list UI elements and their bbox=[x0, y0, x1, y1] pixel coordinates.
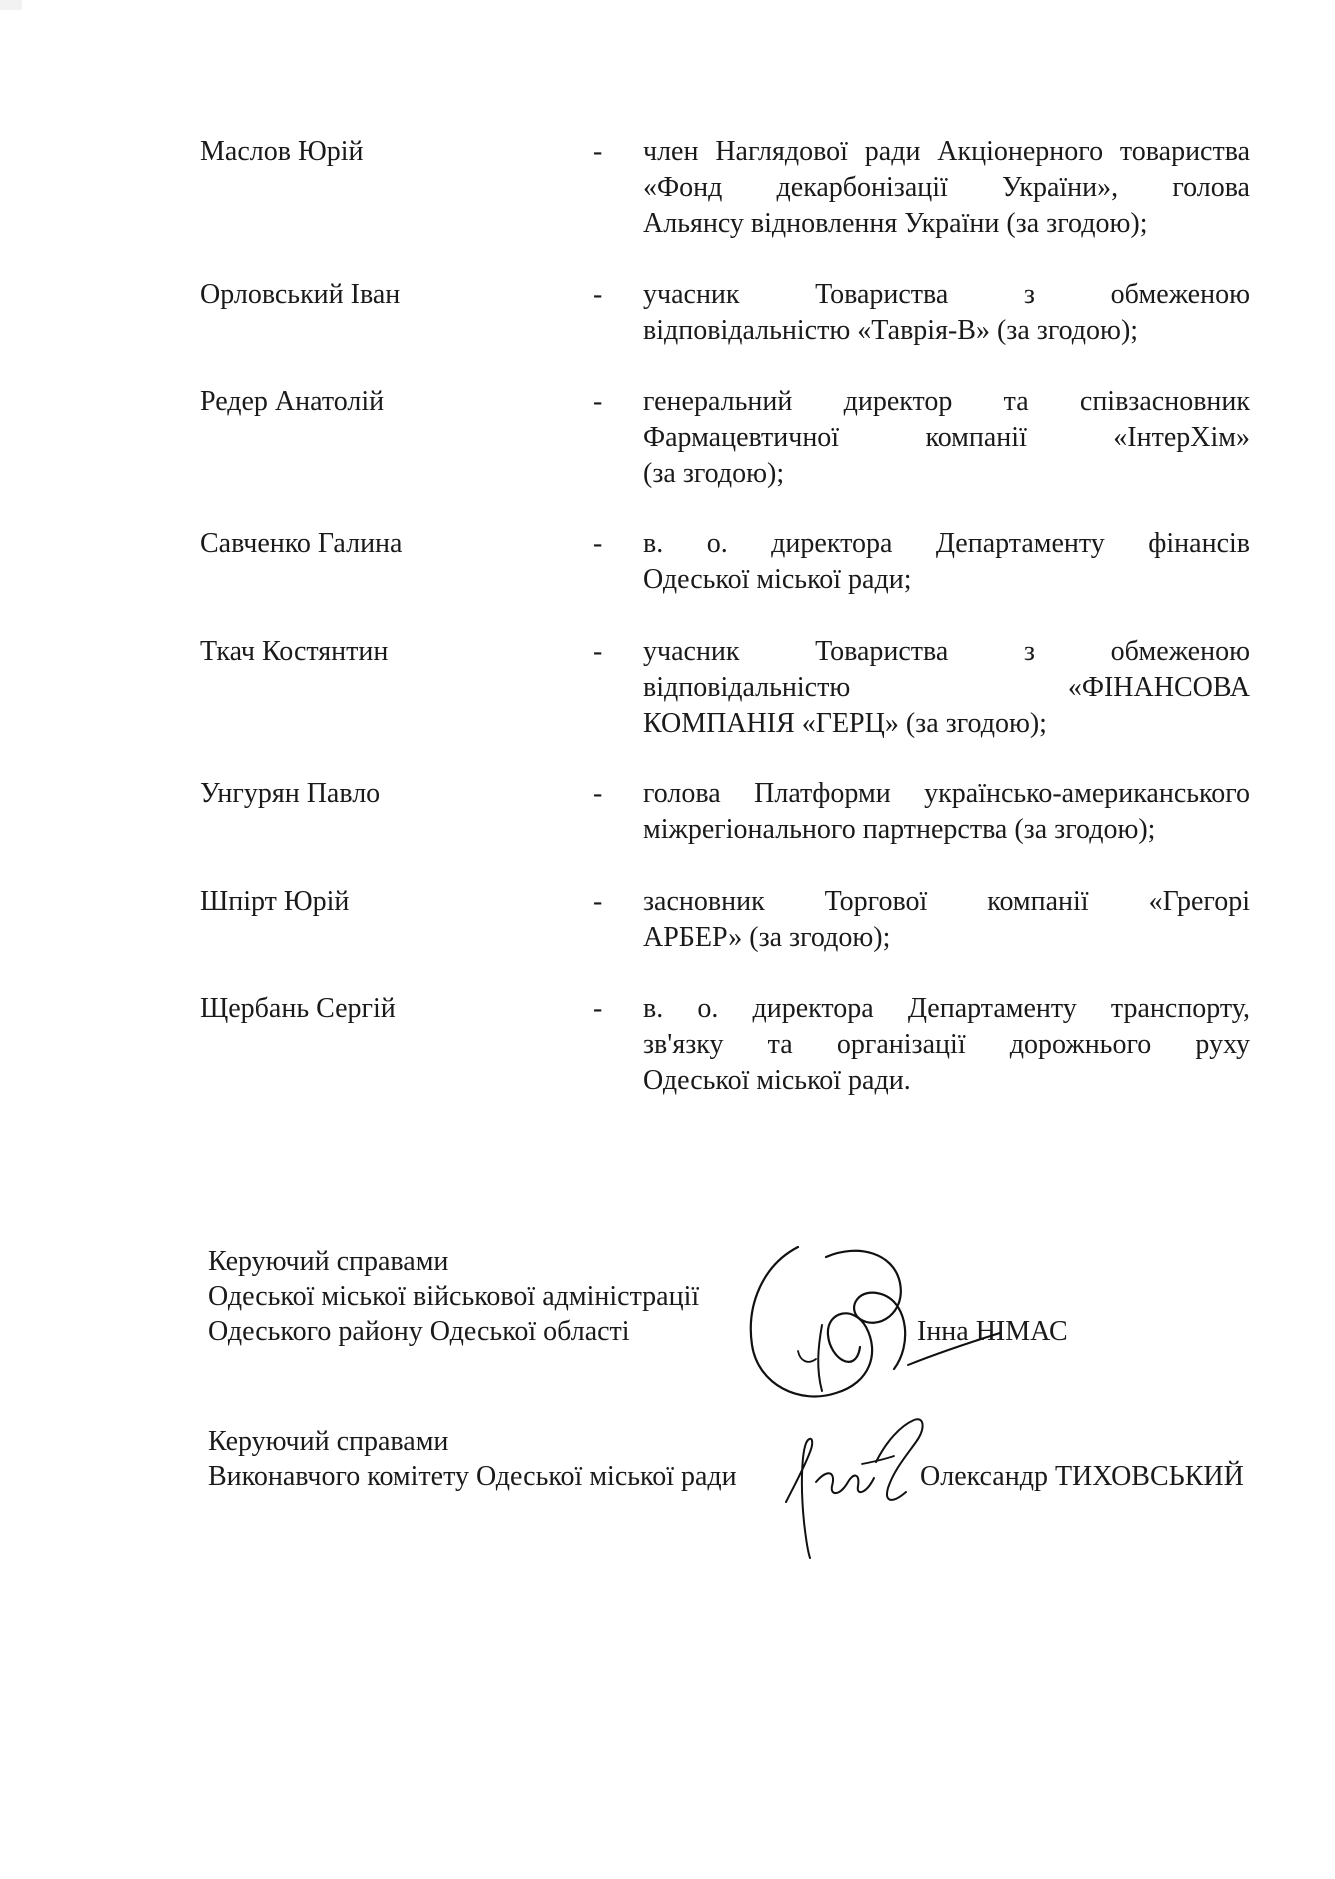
member-name: Редер Анатолій bbox=[200, 386, 385, 417]
member-dash: - bbox=[593, 528, 603, 559]
member-description bbox=[643, 991, 1250, 1099]
member-name: Щербань Сергій bbox=[200, 993, 396, 1024]
member-name: Ткач Костянтин bbox=[200, 636, 389, 667]
member-description-line: голова Платформи українсько-американського bbox=[643, 778, 1250, 809]
member-description bbox=[643, 277, 1250, 349]
member-description bbox=[643, 526, 1250, 598]
member-description-line: АРБЕР» (за згодою); bbox=[643, 922, 891, 953]
signatory-name: Інна НІМАС bbox=[917, 1316, 1068, 1347]
member-dash: - bbox=[593, 386, 603, 417]
signatory-title-line: Одеського району Одеської області bbox=[208, 1316, 630, 1347]
member-description-line: Одеської міської ради. bbox=[643, 1065, 911, 1096]
member-description-line: Альянсу відновлення України (за згодою); bbox=[643, 208, 1148, 239]
member-description-line: генеральний директор та співзасновник bbox=[643, 386, 1250, 417]
member-description-line: міжрегіонального партнерства (за згодою); bbox=[643, 814, 1156, 845]
member-dash: - bbox=[593, 279, 603, 310]
member-description-line: КОМПАНІЯ «ГЕРЦ» (за згодою); bbox=[643, 708, 1047, 739]
member-description bbox=[643, 384, 1250, 492]
handwritten-signature bbox=[776, 1412, 946, 1562]
member-dash: - bbox=[593, 136, 603, 167]
member-description-line: в. о. директора Департаменту транспорту, bbox=[643, 993, 1250, 1024]
member-description-line: в. о. директора Департаменту фінансів bbox=[643, 528, 1250, 559]
member-dash: - bbox=[593, 636, 603, 667]
member-name: Унгурян Павло bbox=[200, 778, 381, 809]
member-dash: - bbox=[593, 886, 603, 917]
member-dash: - bbox=[593, 778, 603, 809]
signatory-name: Олександр ТИХОВСЬКИЙ bbox=[920, 1461, 1244, 1492]
signatory-title-line: Керуючий справами bbox=[208, 1246, 449, 1277]
signatory-title-line: Одеської міської військової адміністрації bbox=[208, 1281, 700, 1312]
member-description-line: відповідальністю «Таврія-В» (за згодою); bbox=[643, 315, 1139, 346]
member-name: Савченко Галина bbox=[200, 528, 403, 559]
member-description-line: (за згодою); bbox=[643, 458, 785, 489]
member-description bbox=[643, 884, 1250, 956]
member-description-line: учасник Товариства з обмеженою bbox=[643, 636, 1250, 667]
signatory-title-line: Керуючий справами bbox=[208, 1426, 449, 1457]
member-description-line: відповідальністю «ФІНАНСОВА bbox=[643, 672, 1250, 703]
member-description-line: учасник Товариства з обмеженою bbox=[643, 279, 1250, 310]
member-name: Шпірт Юрій bbox=[200, 886, 350, 917]
member-description-line: «Фонд декарбонізації України», голова bbox=[643, 172, 1250, 203]
handwritten-signature bbox=[738, 1235, 1028, 1410]
signatory-title-line: Виконавчого комітету Одеської міської ради bbox=[208, 1461, 737, 1492]
member-description-line: засновник Торгової компанії «Грегорі bbox=[643, 886, 1250, 917]
member-name: Маслов Юрій bbox=[200, 136, 364, 167]
scan-artifact bbox=[0, 0, 22, 10]
member-description-line: Фармацевтичної компанії «ІнтерХім» bbox=[643, 422, 1250, 453]
member-description-line: Одеської міської ради; bbox=[643, 564, 912, 595]
member-description bbox=[643, 776, 1250, 848]
member-name: Орловський Іван bbox=[200, 279, 401, 310]
member-dash: - bbox=[593, 993, 603, 1024]
member-description bbox=[643, 634, 1250, 742]
member-description bbox=[643, 134, 1250, 242]
member-description-line: зв'язку та організації дорожнього руху bbox=[643, 1029, 1250, 1060]
member-description-line: член Наглядової ради Акціонерного товариства bbox=[643, 136, 1250, 167]
